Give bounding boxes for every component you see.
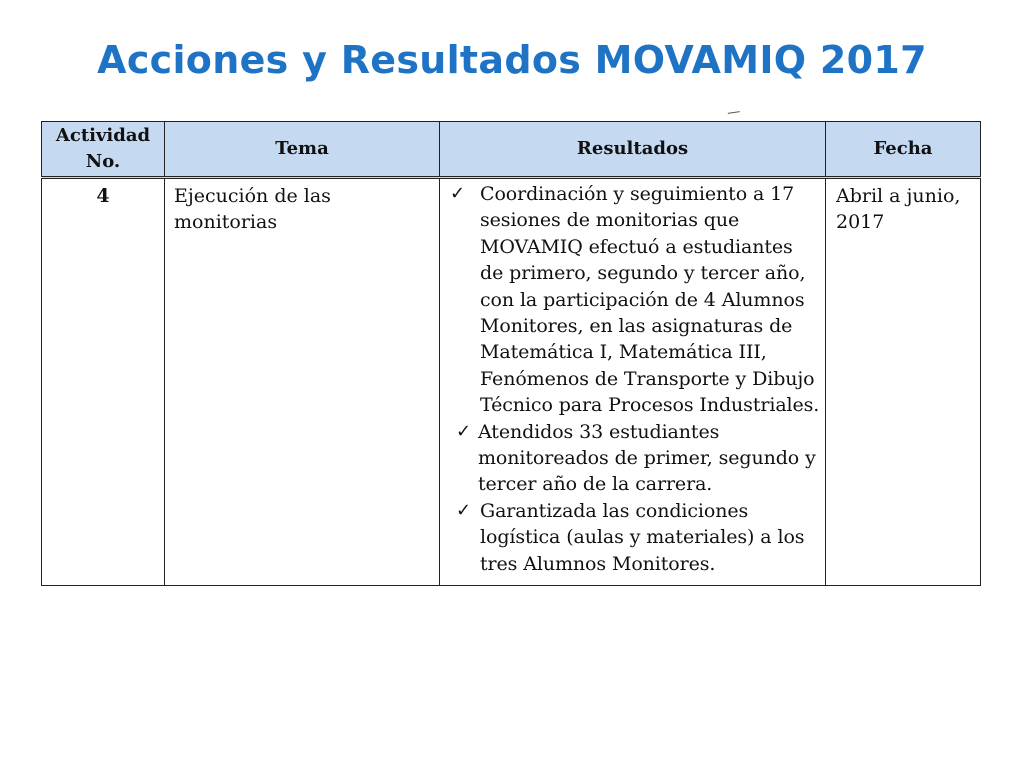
slide-title: Acciones y Resultados MOVAMIQ 2017 <box>97 38 927 82</box>
scan-artifact <box>728 111 740 117</box>
result-text: Garantizada las condiciones logística (aulas y materiales) a los tres Alumnos Monitores. <box>480 499 805 575</box>
cell-fecha: Abril a junio, 2017 <box>826 178 981 586</box>
header-actividad: Actividad No. <box>42 122 165 178</box>
cell-resultados <box>440 178 826 586</box>
table-row <box>42 178 981 586</box>
result-item <box>446 419 821 498</box>
result-item <box>446 181 821 419</box>
cell-actividad-number: 4 <box>42 178 165 586</box>
checkmark-icon: ✓ <box>450 183 465 204</box>
result-text: Atendidos 33 estudiantes monitoreados de primer, segundo y tercer año de la carrera. <box>478 420 816 496</box>
result-item <box>446 498 821 577</box>
result-text: Coordinación y seguimiento a 17 sesiones de monitorias que MOVAMIQ efectuó a estudiantes de primero, segundo y tercer año, con la participación de 4 Alumnos Monitores, en las asignaturas de Matemática I, Matemática III, Fenómenos de Transporte y Dibujo Técnico para Procesos Industriales. <box>480 183 820 417</box>
header-resultados: Resultados <box>440 122 826 178</box>
cell-tema: Ejecución de las monitorias <box>165 178 440 586</box>
checkmark-icon: ✓ <box>456 499 471 521</box>
header-tema: Tema <box>165 122 440 178</box>
checkmark-icon: ✓ <box>456 420 471 442</box>
header-fecha: Fecha <box>826 122 981 178</box>
result-list <box>446 181 821 577</box>
results-table <box>41 121 981 586</box>
table-header-row <box>42 122 981 178</box>
